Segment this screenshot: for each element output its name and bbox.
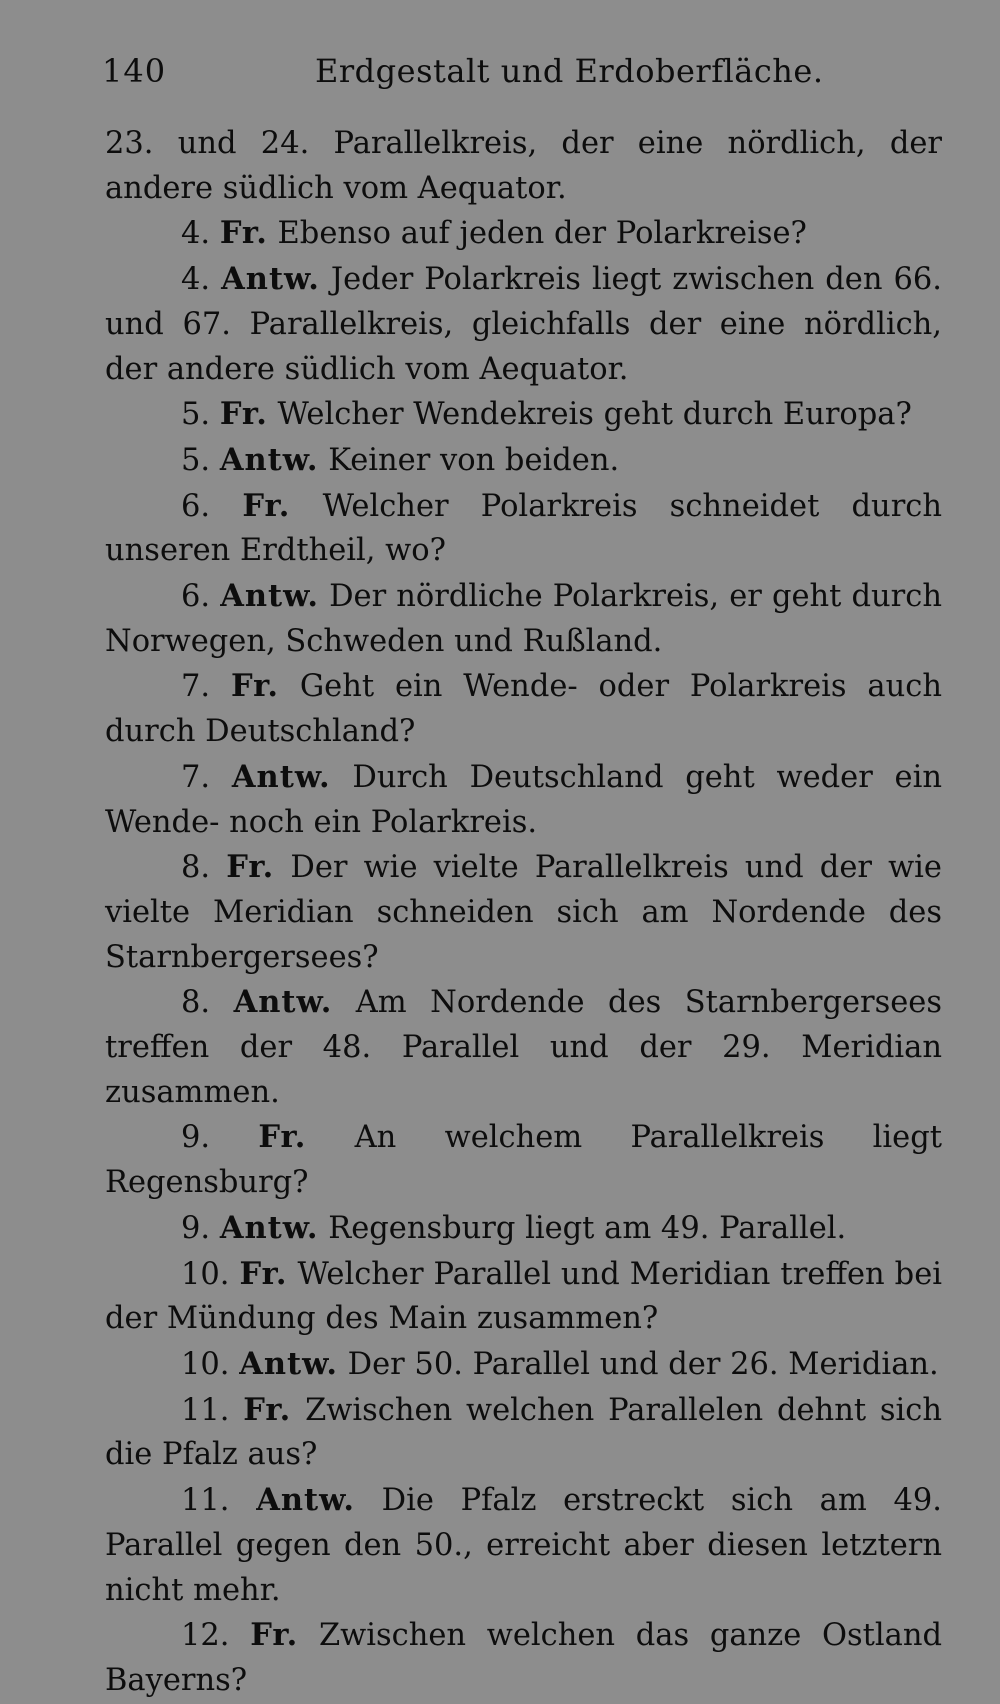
answer-label: Antw. <box>231 758 331 795</box>
answer-label: Antw. <box>219 1209 319 1246</box>
running-title: Erdgestalt und Erdoberfläche. <box>315 52 824 90</box>
continuation-text: 23. und 24. Parallelkreis, der eine nördlich, der andere südlich vom Aequator. <box>105 126 942 206</box>
answer-number: 7. <box>181 759 211 795</box>
answer-number: 11. <box>181 1483 230 1519</box>
answer-paragraph <box>105 574 942 664</box>
answer-number: 8. <box>181 985 211 1021</box>
question-text: An welchem Parallelkreis liegt Regensburg? <box>105 1120 942 1201</box>
question-paragraph <box>105 1388 942 1478</box>
answer-label: Antw. <box>221 261 320 298</box>
answer-text: Durch Deutschland geht weder ein Wende- noch ein Polarkreis. <box>105 759 942 840</box>
question-paragraph <box>105 845 942 980</box>
question-label: Fr. <box>239 1255 288 1292</box>
question-label: Fr. <box>230 668 279 705</box>
question-label: Fr. <box>226 849 275 886</box>
answer-text: Jeder Polarkreis liegt zwischen den 66. und 67. Parallelkreis, gleichfalls der eine nördlich, der andere südlich vom Aequator. <box>105 262 942 387</box>
question-label: Fr. <box>219 215 268 252</box>
answer-paragraph <box>105 1478 942 1613</box>
question-paragraph <box>105 484 942 574</box>
answer-paragraph <box>105 438 942 484</box>
answer-label: Antw. <box>256 1482 355 1519</box>
question-number: 4. <box>181 216 211 252</box>
answer-number: 5. <box>181 442 211 478</box>
continuation-paragraph <box>105 122 942 211</box>
question-label: Fr. <box>243 1391 292 1428</box>
answer-label: Antw. <box>219 441 319 478</box>
page-header <box>100 52 940 102</box>
question-text: Welcher Wendekreis geht durch Europa? <box>277 397 912 433</box>
question-text: Geht ein Wende- oder Polarkreis auch durch Deutschland? <box>105 669 942 750</box>
question-paragraph <box>105 1252 942 1342</box>
question-paragraph <box>105 392 942 438</box>
answer-paragraph <box>105 755 942 845</box>
question-label: Fr. <box>242 487 291 524</box>
answer-paragraph <box>105 980 942 1115</box>
answer-text: Regensburg liegt am 49. Parallel. <box>328 1210 847 1246</box>
answer-text: Am Nordende des Starnbergersees treffen der 48. Parallel und der 29. Meridian zusammen. <box>105 985 943 1110</box>
question-number: 7. <box>181 669 211 705</box>
answer-label: Antw. <box>220 578 319 615</box>
answer-text: Der 50. Parallel und der 26. Meridian. <box>347 1346 939 1382</box>
answer-text: Der nördliche Polarkreis, er geht durch Norwegen, Schweden und Rußland. <box>105 579 942 659</box>
question-text: Ebenso auf jeden der Polarkreise? <box>277 216 807 252</box>
question-label: Fr. <box>250 1617 299 1654</box>
question-text: Der wie vielte Parallelkreis und der wie vielte Meridian schneiden sich am Nordende des Starnbergersees? <box>105 850 942 975</box>
body-text <box>105 122 942 1704</box>
question-number: 8. <box>181 850 211 886</box>
answer-label: Antw. <box>239 1345 338 1382</box>
page-number: 140 <box>102 52 167 90</box>
answer-number: 6. <box>181 579 211 615</box>
answer-number: 10. <box>181 1346 230 1382</box>
question-label: Fr. <box>219 396 268 433</box>
answer-number: 4. <box>181 262 211 298</box>
answer-paragraph <box>105 257 942 392</box>
answer-paragraph <box>105 1342 942 1388</box>
question-paragraph <box>105 1115 942 1205</box>
question-text: Zwischen welchen Parallelen dehnt sich die Pfalz aus? <box>105 1392 942 1473</box>
question-text: Welcher Polarkreis schneidet durch unseren Erdtheil, wo? <box>105 488 943 569</box>
question-paragraph <box>105 664 942 754</box>
question-paragraph <box>105 211 942 257</box>
question-paragraph <box>105 1613 942 1703</box>
answer-number: 9. <box>181 1210 211 1246</box>
question-text: Zwischen welchen das ganze Ostland Bayerns? <box>105 1618 942 1698</box>
question-number: 6. <box>181 488 211 524</box>
question-number: 10. <box>181 1256 230 1292</box>
question-number: 12. <box>181 1618 230 1654</box>
answer-text: Keiner von beiden. <box>328 442 620 478</box>
question-number: 9. <box>181 1120 211 1156</box>
question-label: Fr. <box>258 1119 307 1156</box>
question-text: Welcher Parallel und Meridian treffen bei der Mündung des Main zusammen? <box>105 1256 942 1337</box>
answer-label: Antw. <box>233 984 333 1021</box>
answer-text: Die Pfalz erstreckt sich am 49. Parallel gegen den 50., erreicht aber diesen letztern nicht mehr. <box>105 1483 942 1608</box>
question-number: 11. <box>181 1392 230 1428</box>
answer-paragraph <box>105 1206 942 1252</box>
question-number: 5. <box>181 397 211 433</box>
